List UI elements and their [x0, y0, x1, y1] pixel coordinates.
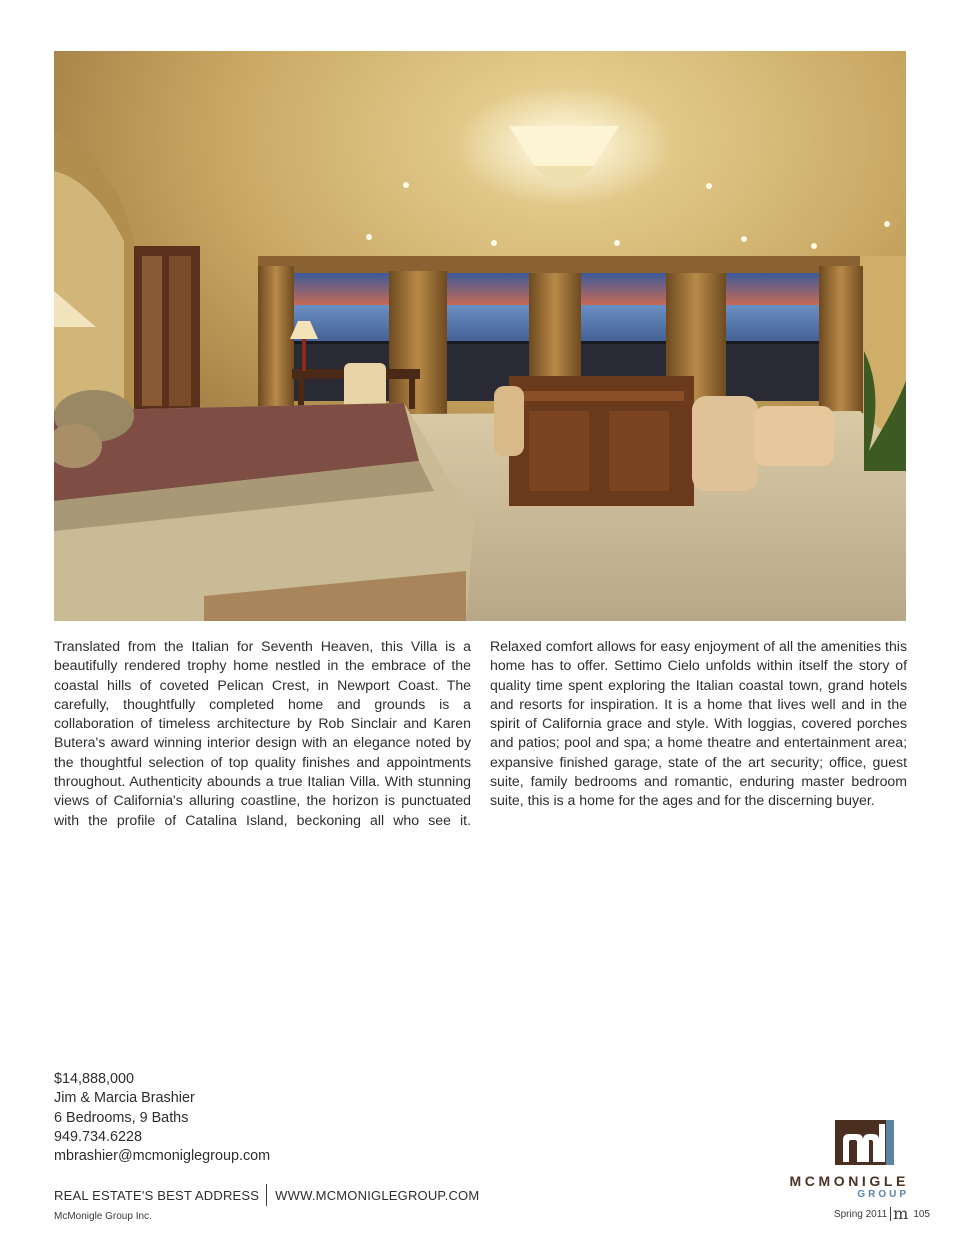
- bedroom-photo: [54, 51, 906, 621]
- mcmonigle-logo: [757, 1120, 911, 1202]
- page-number: 105: [913, 1208, 930, 1220]
- listing-price: $14,888,000: [54, 1071, 135, 1087]
- website-link[interactable]: WWW.MCMONIGLEGROUP.COM: [275, 1187, 480, 1203]
- logo-name: MCMONIGLE: [789, 1173, 909, 1189]
- listing-agents: Jim & Marcia Brashier: [54, 1090, 195, 1107]
- issue-label: Spring 2011: [833, 1208, 888, 1220]
- listing-rooms: 6 Bedrooms, 9 Baths: [54, 1109, 189, 1126]
- footer-issue: [833, 1204, 930, 1223]
- tagline-slogan: REAL ESTATE'S BEST ADDRESS: [54, 1187, 260, 1203]
- property-description: Translated from the Italian for Seventh Heaven, this Villa is a beautifully rendered trophy home nestled in the embrace of the coastal hills of coveted Pelican Crest, in Newport Coast. The carefully, thoughtfully completed home and grounds is a collaboration of timeless architecture by Rob Sinclair and Karen Butera's award winning interior design with an elegance noted by the thoughtful selection of top quality finishes and appointments throughout. Authenticity abounds a true Italian Villa. With stunning views of California's alluring coastline, the horizon is punctuated with the profile of Catalina Island, beckoning all who see it. Relaxed comfort allows for easy enjoyment of all the amenities this home has to offer. Settimo Cielo unfolds within itself the story of quality time spent exploring the Italian coastal town, grand hotels and resorts for inspiration. It is a home that lives well and in the spirit of California grace and style. With loggias, covered porches and patios; pool and spa; a home theatre and entertainment area; expansive finished garage, state of the art security; office, guest suite, family bedrooms and romantic, enduring master bedroom suite, this is a home for the ages and for the discerning buyer.: [54, 638, 907, 828]
- listing-phone: 949.734.6228: [54, 1128, 143, 1145]
- m-mark: m: [893, 1204, 909, 1223]
- footer-company: McMonigle Group Inc.: [54, 1211, 152, 1222]
- m-logo-icon: [835, 1120, 894, 1165]
- listing-email: mbrashier@mcmoniglegroup.com: [54, 1148, 271, 1165]
- logo-group: GROUP: [857, 1189, 909, 1200]
- footer-divider: [890, 1207, 891, 1221]
- bedroom-photo-icon: [54, 51, 906, 621]
- tagline: [54, 1184, 479, 1206]
- tagline-divider: [266, 1184, 267, 1206]
- listing-details: [54, 1070, 270, 1166]
